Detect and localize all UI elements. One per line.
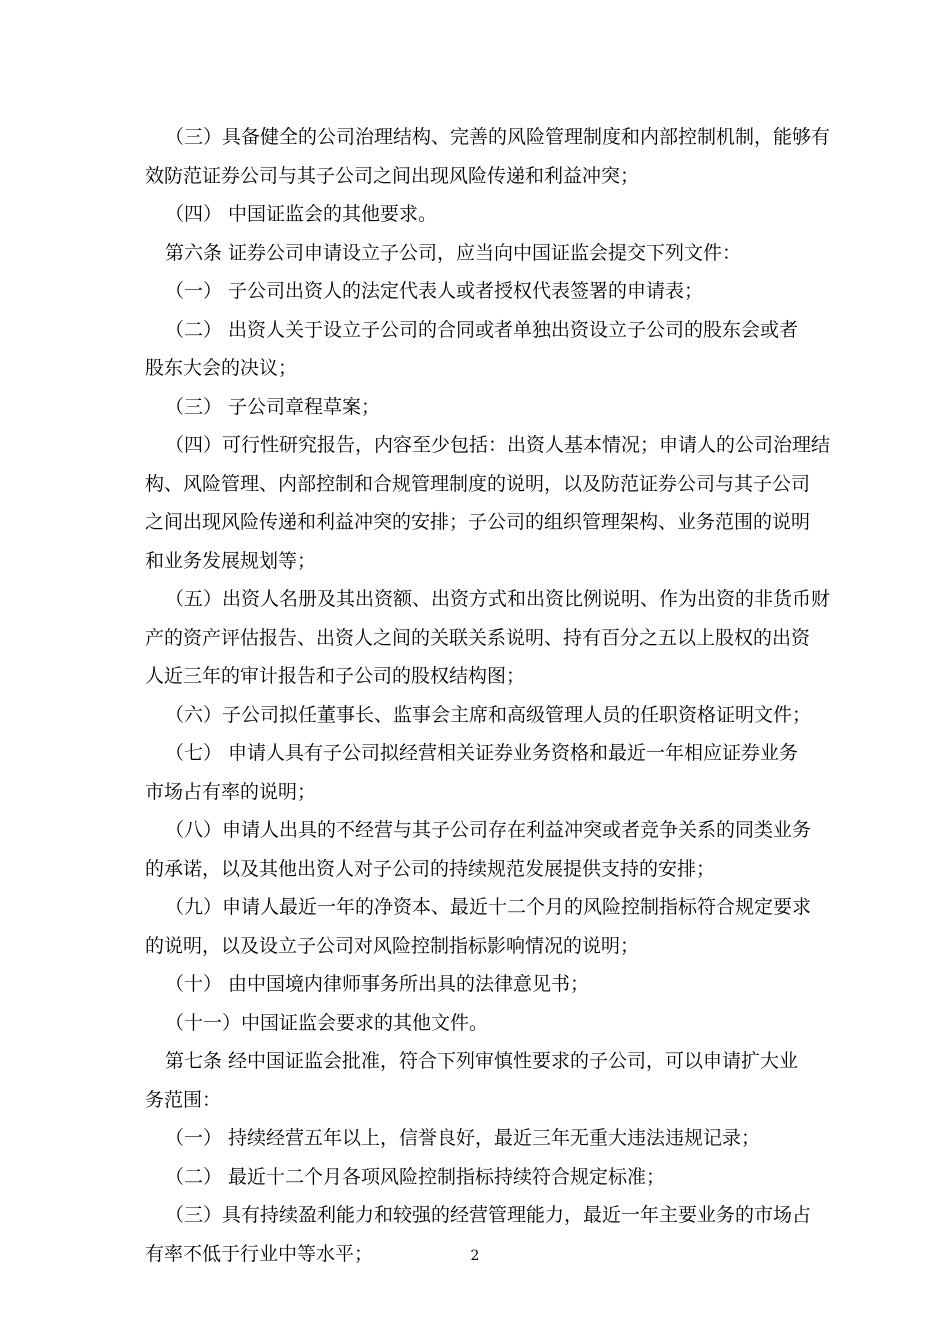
paragraph-first-line: （十） 由中国境内律师事务所出具的法律意见书； <box>165 973 590 995</box>
document-body <box>145 118 831 1273</box>
paragraph-line: 的承诺，以及其他出资人对子公司的持续规范发展提供支持的安排； <box>145 857 716 880</box>
paragraph <box>145 888 815 965</box>
paragraph-line: 产的资产评估报告、出资人之间的关联关系说明、持有百分之五以上股权的出资 <box>145 626 811 649</box>
paragraph-first-line: （四） 中国证监会的其他要求。 <box>165 203 438 225</box>
page-number: 2 <box>470 1248 480 1264</box>
paragraph-line: 和业务发展规划等； <box>145 549 317 572</box>
paragraph-line: 之间出现风险传递和利益冲突的安排；子公司的组织管理架构、业务范围的说明 <box>145 511 811 533</box>
paragraph-line: 效防范证券公司与其子公司之间出现风险传递和利益冲突； <box>145 164 640 187</box>
paragraph-line: 市场占有率的说明； <box>145 780 317 803</box>
paragraph-first-line: （五）出资人名册及其出资额、出资方式和出资比例说明、作为出资的非货币财 <box>165 588 831 610</box>
paragraph <box>145 195 815 234</box>
paragraph-first-line: （一） 子公司出资人的法定代表人或者授权代表签署的申请表； <box>165 280 704 302</box>
paragraph <box>145 1158 815 1197</box>
paragraph-first-line: （七） 申请人具有子公司拟经营相关证券业务资格和最近一年相应证券业务 <box>165 742 799 764</box>
paragraph-first-line: （六）子公司拟任董事长、监事会主席和高级管理人员的任职资格证明文件； <box>165 703 812 726</box>
paragraph <box>145 272 815 311</box>
paragraph-line: 有率不低于行业中等水平； <box>145 1242 374 1265</box>
paragraph <box>145 1119 815 1158</box>
paragraph-first-line: （八）申请人出具的不经营与其子公司存在利益冲突或者竞争关系的同类业务 <box>165 819 812 841</box>
paragraph-line: 的说明，以及设立子公司对风险控制指标影响情况的说明； <box>145 934 640 957</box>
paragraph-first-line: （二） 出资人关于设立子公司的合同或者单独出资设立子公司的股东会或者 <box>165 318 799 341</box>
paragraph-first-line: （十一）中国证监会要求的其他文件。 <box>165 1011 489 1034</box>
paragraph <box>145 1042 815 1119</box>
paragraph-first-line: （三）具备健全的公司治理结构、完善的风险管理制度和内部控制机制，能够有 <box>165 126 831 148</box>
paragraph-first-line: 第六条 证券公司申请设立子公司，应当向中国证监会提交下列文件： <box>165 241 742 264</box>
paragraph-line: 人近三年的审计报告和子公司的股权结构图； <box>145 665 526 687</box>
paragraph-first-line: （四）可行性研究报告，内容至少包括：出资人基本情况；申请人的公司治理结 <box>165 434 831 456</box>
paragraph-first-line: 第七条 经中国证监会批准，符合下列审慎性要求的子公司，可以申请扩大业 <box>165 1050 799 1072</box>
paragraph <box>145 965 815 1004</box>
paragraph <box>145 734 815 811</box>
paragraph <box>145 388 815 427</box>
paragraph-line: 务范围： <box>145 1088 222 1111</box>
paragraph <box>145 311 815 388</box>
paragraph-first-line: （一） 持续经营五年以上，信誉良好，最近三年无重大违法违规记录； <box>165 1127 761 1149</box>
paragraph <box>145 426 831 580</box>
paragraph <box>145 234 815 273</box>
paragraph-first-line: （九）申请人最近一年的净资本、最近十二个月的风险控制指标符合规定要求 <box>165 896 812 918</box>
paragraph <box>145 1004 815 1043</box>
paragraph-first-line: （三） 子公司章程草案； <box>165 395 381 418</box>
paragraph-line: 构、风险管理、内部控制和合规管理制度的说明，以及防范证券公司与其子公司 <box>145 472 811 495</box>
paragraph-line: 股东大会的决议； <box>145 357 298 379</box>
paragraph <box>145 118 831 195</box>
paragraph <box>145 811 815 888</box>
paragraph-first-line: （三）具有持续盈利能力和较强的经营管理能力，最近一年主要业务的市场占 <box>165 1204 812 1226</box>
paragraph-first-line: （二） 最近十二个月各项风险控制指标持续符合规定标准； <box>165 1165 666 1188</box>
paragraph <box>145 580 831 696</box>
paragraph <box>145 696 815 735</box>
